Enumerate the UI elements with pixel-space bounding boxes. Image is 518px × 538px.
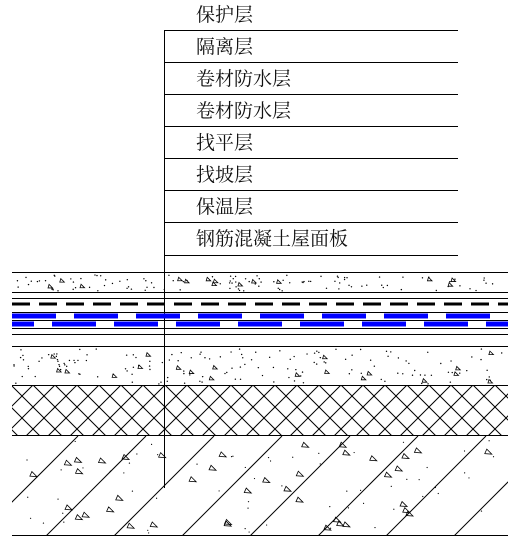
layer-label-membrane-1: 卷材防水层 bbox=[196, 68, 292, 90]
layer-label-concrete-slab: 钢筋混凝土屋面板 bbox=[196, 228, 349, 250]
insulation-layer bbox=[12, 386, 508, 436]
layer-label-isolation: 隔离层 bbox=[196, 36, 254, 58]
isolation-layer bbox=[12, 299, 508, 305]
membrane-layers bbox=[12, 313, 508, 329]
layer-label-membrane-2: 卷材防水层 bbox=[196, 100, 292, 122]
layer-label-protective: 保护层 bbox=[196, 4, 254, 26]
protective-layer-aggregate bbox=[17, 274, 494, 291]
leveling-layer bbox=[12, 335, 508, 347]
layer-label-insulation: 保温层 bbox=[196, 196, 254, 218]
concrete-slab-layer bbox=[0, 436, 518, 536]
slope-layer bbox=[12, 348, 508, 385]
layer-label-slope: 找坡层 bbox=[196, 164, 254, 186]
slope-layer-aggregate bbox=[13, 348, 502, 384]
layer-label-leveling: 找平层 bbox=[196, 132, 254, 154]
protective-layer bbox=[12, 273, 508, 293]
concrete-slab-aggregate bbox=[26, 440, 494, 533]
